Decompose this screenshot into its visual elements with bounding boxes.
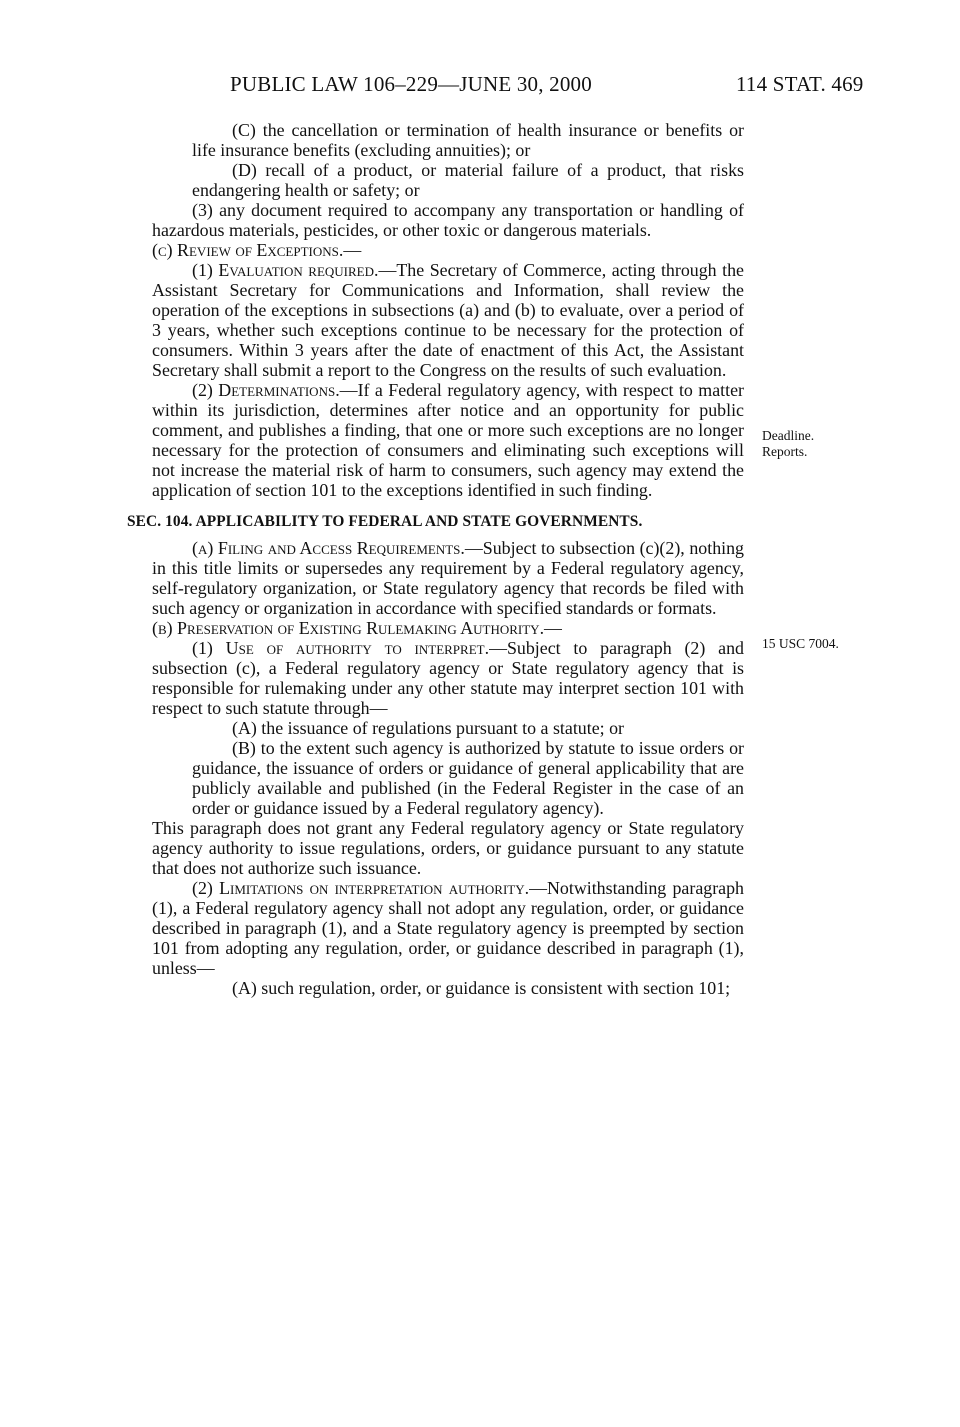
paragraph-c1-label: (1) Evaluation required. — [192, 260, 379, 280]
paragraph-b2-label: (2) Limitations on interpretation authority. — [192, 878, 530, 898]
subsection-a-filing — [152, 538, 744, 618]
margin-note-deadline: Deadline. — [762, 428, 815, 443]
paragraph-b1-use-of-authority — [152, 638, 744, 718]
paragraph-c2-determinations — [152, 380, 744, 500]
clause-b2-a: (A) such regulation, order, or guidance is consistent with section 101; — [232, 978, 731, 998]
paragraph-3-hazardous-materials: (3) any document required to accompany any transportation or handling of hazardous materials, pesticides, or other toxic or dangerous materials. — [152, 200, 744, 240]
paragraph-b2-text: —Notwithstanding paragraph (1), a Federal regulatory agency shall not adopt any regulation, order, or guidance described in paragraph (1), and a State regulatory agency is preempted by section 101 from adopting any regulation, order, or guidance described in paragraph (1), unless— — [152, 878, 744, 978]
clause-c-health-insurance: (C) the cancellation or termination of health insurance or benefits or life insurance benefits (excluding annuities); or — [192, 120, 744, 160]
header-title: PUBLIC LAW 106–229—JUNE 30, 2000 — [230, 72, 592, 96]
paragraph-c1-evaluation — [152, 260, 744, 380]
clause-d-product-recall: (D) recall of a product, or material failure of a product, that risks endangering health or safety; or — [192, 160, 744, 200]
subsection-c-heading-text: (c) Review of Exceptions.— — [152, 240, 362, 260]
paragraph-c2-label: (2) Determinations. — [192, 380, 340, 400]
subsection-a-text: —Subject to subsection (c)(2), nothing in this title limits or supersedes any requirement by a Federal regulatory agency, self-regulatory organization, or State regulatory agency that records be filed with such agency or organization in accordance with specified standards or formats. — [152, 538, 745, 618]
margin-note-usc: 15 USC 7004. — [762, 636, 839, 651]
paragraph-b1-tail: This paragraph does not grant any Federal regulatory agency or State regulatory agency authority to issue regulations, orders, or guidance pursuant to any statute that does not authorize such issuance. — [152, 818, 744, 878]
law-body-text — [127, 120, 745, 998]
paragraph-c2-text: —If a Federal regulatory agency, with respect to matter within its jurisdiction, determines after notice and an opportunity for public comment, and publishes a finding, that one or more such exceptions are no longer necessary for the protection of consumers and eliminating such exceptions will not increase the material risk of harm to consumers, such agency may extend the application of section 101 to the exceptions identified in such finding. — [152, 380, 744, 500]
subsection-c-heading — [152, 240, 744, 260]
clause-b1-a: (A) the issuance of regulations pursuant to a statute; or — [232, 718, 624, 738]
subsection-b-heading — [152, 618, 744, 638]
paragraph-b2-limitations — [152, 878, 744, 978]
margin-note-reports: Reports. — [762, 444, 808, 459]
running-header — [0, 72, 960, 102]
clause-b1-b: (B) to the extent such agency is authorized by statute to issue orders or guidance, the issuance of orders or guidance of general applicability that are publicly available and published (in the Federal Register in the case of an order or guidance issued by a Federal regulatory agency). — [192, 738, 744, 818]
paragraph-b1-text: —Subject to paragraph (2) and subsection (c), a Federal regulatory agency or State regulatory agency that is responsible for rulemaking under any other statute may interpret section 101 with respect to such statute through— — [152, 638, 744, 718]
statute-page-number: 114 STAT. 469 — [736, 72, 864, 96]
subsection-b-heading-text: (b) Preservation of Existing Rulemaking Authority.— — [152, 618, 562, 638]
paragraph-c1-text: —The Secretary of Commerce, acting through the Assistant Secretary for Communications and Information, shall review the operation of the exceptions in subsections (a) and (b) to evaluate, over a period of 3 years, whether such exceptions continue to be necessary for the protection of consumers. Within 3 years after the date of enactment of this Act, the Assistant Secretary shall submit a report to the Congress on the results of such evaluation. — [152, 260, 744, 380]
subsection-a-label: (a) Filing and Access Requirements. — [192, 538, 465, 558]
paragraph-b1-label: (1) Use of authority to interpret. — [192, 638, 490, 658]
section-104-heading: SEC. 104. APPLICABILITY TO FEDERAL AND STATE GOVERNMENTS. — [127, 513, 643, 530]
